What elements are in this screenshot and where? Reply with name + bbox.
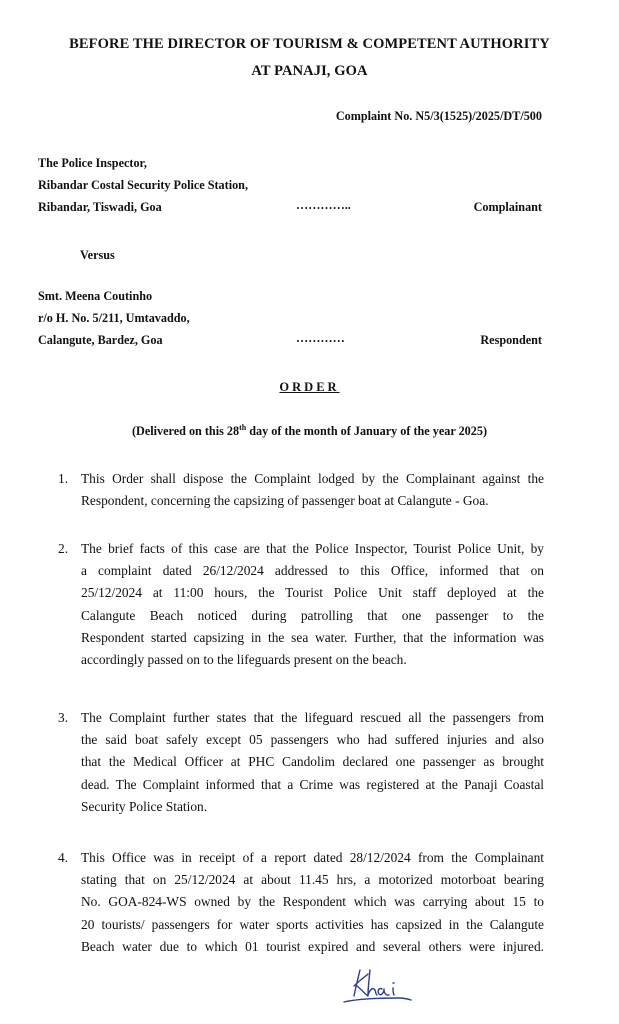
paragraph-line: Beach water due to which 01 tourist expired and several others were injured. xyxy=(81,938,544,954)
paragraph-line: dead. The Complaint informed that a Crime was registered at the Panaji Coastal xyxy=(81,776,544,792)
signature-strokes xyxy=(344,970,411,1002)
paragraph-line: The Complaint further states that the lifeguard rescued all the passengers from xyxy=(81,710,544,725)
paragraph-line: Security Police Station. xyxy=(81,798,208,814)
respondent-line-2: r/o H. No. 5/211, Umtavaddo, xyxy=(38,311,190,325)
paragraph-line: Respondent started capsizing in the sea water. Further, that the information was xyxy=(81,629,544,645)
paragraph-line: accordingly passed on to the lifeguards present on the beach. xyxy=(81,652,407,668)
paragraph-line: 25/12/2024 at 11:00 hours, the Tourist Police Unit staff deployed at the xyxy=(81,585,544,601)
paragraph-line: a complaint dated 26/12/2024 addressed to this Office, informed that on xyxy=(81,563,544,579)
complainant-line-2: Ribandar Costal Security Police Station, xyxy=(38,178,249,192)
order-title: ORDER xyxy=(279,380,340,394)
paragraph-line: 20 tourists/ passengers for water sports activities has capsized in the Calangute xyxy=(81,916,544,932)
respondent-line-1: Smt. Meena Coutinho xyxy=(38,289,153,303)
complaint-number: Complaint No. N5/3(1525)/2025/DT/500 xyxy=(335,109,542,123)
paragraph-line: Respondent, concerning the capsizing of passenger boat at Calangute - Goa. xyxy=(81,493,489,509)
paragraph-2-number: 2. xyxy=(58,541,69,556)
complainant-line-3: Ribandar, Tiswadi, Goa xyxy=(38,200,162,214)
paragraph-4-number: 4. xyxy=(58,850,69,865)
respondent-line-3: Calangute, Bardez, Goa xyxy=(38,333,163,347)
paragraph-1-number: 1. xyxy=(58,471,69,486)
respondent-role: Respondent xyxy=(480,333,542,347)
header-line-1: BEFORE THE DIRECTOR OF TOURISM & COMPETENT AUTHORITY xyxy=(69,36,550,52)
paragraph-4 xyxy=(81,847,544,958)
paragraph-1 xyxy=(81,468,544,512)
delivered-before: (Delivered on this 28 xyxy=(131,424,240,438)
respondent-dots: ………… xyxy=(296,331,345,345)
paragraph-3 xyxy=(81,707,544,818)
header-line-2: AT PANAJI, GOA xyxy=(251,63,368,79)
paragraph-line: that the Medical Officer at PHC Candolim declared one passenger as brought xyxy=(81,754,544,770)
paragraph-3-number: 3. xyxy=(58,710,69,725)
complainant-role: Complainant xyxy=(473,200,542,214)
paragraph-line: Calangute Beach noticed during patrolling that one passenger to the xyxy=(81,607,544,623)
delivered-line xyxy=(0,424,619,439)
delivered-after: day of the month of January of the year 2025) xyxy=(246,424,488,438)
paragraph-line: The brief facts of this case are that the Police Inspector, Tourist Police Unit, by xyxy=(81,541,544,556)
complainant-line-1: The Police Inspector, xyxy=(38,156,147,170)
paragraph-line: the said boat safely except 05 passengers who had suffered injuries and also xyxy=(81,732,544,748)
paragraph-line: This Order shall dispose the Complaint lodged by the Complainant against the xyxy=(81,471,544,486)
delivered-sup: th xyxy=(239,422,247,432)
paragraph-2 xyxy=(81,538,544,671)
versus-label: Versus xyxy=(80,248,115,262)
complainant-dots: ………….. xyxy=(296,198,351,212)
paragraph-line: stating that on 25/12/2024 at about 11.45 hrs, a motorized motorboat bearing xyxy=(81,872,544,888)
paragraph-line: This Office was in receipt of a report dated 28/12/2024 from the Complainant xyxy=(81,850,544,865)
order-title-wrap xyxy=(0,378,619,396)
signature-mark xyxy=(338,962,418,1012)
paragraph-line: No. GOA-824-WS owned by the Respondent which was carrying about 15 to xyxy=(81,894,544,910)
